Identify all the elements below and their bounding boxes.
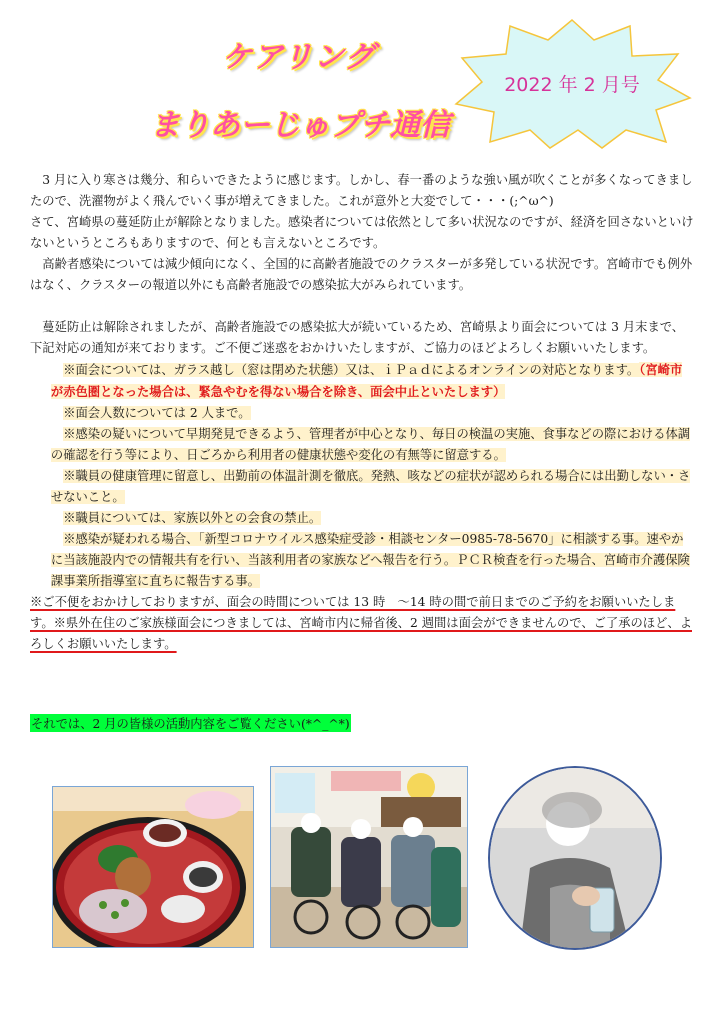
paragraph-visit-notice: 蔓延防止は解除されましたが、高齢者施設での感染拡大が続いているため、宮崎県より面会については 3 月末まで、下記対応の通知が来ております。ご不便ご迷惑をおかけいたしますが、ご協力のほどよろしくお願いいたします。 [30, 320, 685, 355]
notice-early-detection [30, 424, 694, 466]
paragraph-intro: 3 月に入り寒さは幾分、和らいできたように感じます。しかし、春一番のような強い風が吹くことが多くなってきましたので、洗濯物がよく飛んでいく事が増えてきました。これが意外と大変でして・・・(;^ω^) [30, 173, 693, 208]
notice-staff-dining [30, 508, 694, 529]
notice-visit-method [30, 359, 694, 403]
closing-line: それでは、2 月の皆様の活動内容をご覧ください(*^_^*) [30, 714, 351, 732]
newsletter-title-line2: まりあーじゅプチ通信 [150, 108, 450, 143]
photo-residents-activity [270, 766, 468, 948]
issue-date: 2022 年 2 月号 [504, 74, 640, 96]
photo-resident-portrait [488, 766, 662, 950]
notice-visitor-count-text: ※面会人数については 2 人まで。 [63, 406, 251, 420]
reservation-notice-text: ※ご不便をおかけしておりますが、面会の時間については 13 時 ～14 時の間で前日までのご予約をお願いいたします。※県外在住のご家族様面会につきましては、宮崎市内に帰省後、2 週間は面会ができませんので、ご了承のほど、よろしくお願いいたします。 [30, 595, 692, 651]
photo-lunch-plate [52, 786, 254, 948]
notice-staff-health [30, 466, 694, 508]
notice-staff-health-text: ※職員の健康管理に留意し、出勤前の体温計測を徹底。発熱、咳などの症状が認められる場合には出勤しない・させないこと。 [50, 469, 691, 504]
notice-visitor-count [30, 403, 694, 424]
paragraph-elderly-infection: 高齢者感染については減少傾向になく、全国的に高齢者施設でのクラスターが多発している状況です。宮崎市でも例外はなく、クラスターの報道以外にも高齢者施設での感染拡大がみられています。 [30, 257, 693, 292]
notice-suspected-infection-text: ※感染が疑われる場合、「新型コロナウイルス感染症受診・相談センター0985-78-5670」に相談する事。速やかに当該施設内での情報共有を行い、当該利用者の家族などへ報告を行う。ＰＣＲ検査を行った場合、宮崎市介護保険課事業所指導室に直ちに報告する事。 [50, 532, 690, 588]
notice-staff-dining-text: ※職員については、家族以外との会食の禁止。 [63, 511, 322, 525]
notice-suspected-infection [30, 529, 694, 592]
reservation-notice [30, 592, 694, 655]
paragraph-prevention: さて、宮崎県の蔓延防止が解除となりました。感染者については依然として多い状況なのですが、経済を回さないといけないというところもありますので、何とも言えないところです。 [30, 215, 694, 250]
notice-visit-method-text: ※面会については、ガラス越し（窓は閉めた状態）又は、ｉＰａｄによるオンラインの対応となります。 [63, 363, 640, 377]
newsletter-title-line1: ケアリング [222, 40, 376, 75]
article-body [30, 170, 694, 655]
notice-red-zone-warning: （宮崎市が赤色圏となった場合は、緊急やむを得ない場合を除き、面会中止といたします） [50, 362, 683, 399]
notice-early-detection-text: ※感染の疑いについて早期発見できるよう、管理者が中心となり、毎日の検温の実施、食事などの際における体調の確認を行う等により、日ごろから利用者の健康状態や変化の有無等に留意する。 [50, 427, 691, 462]
